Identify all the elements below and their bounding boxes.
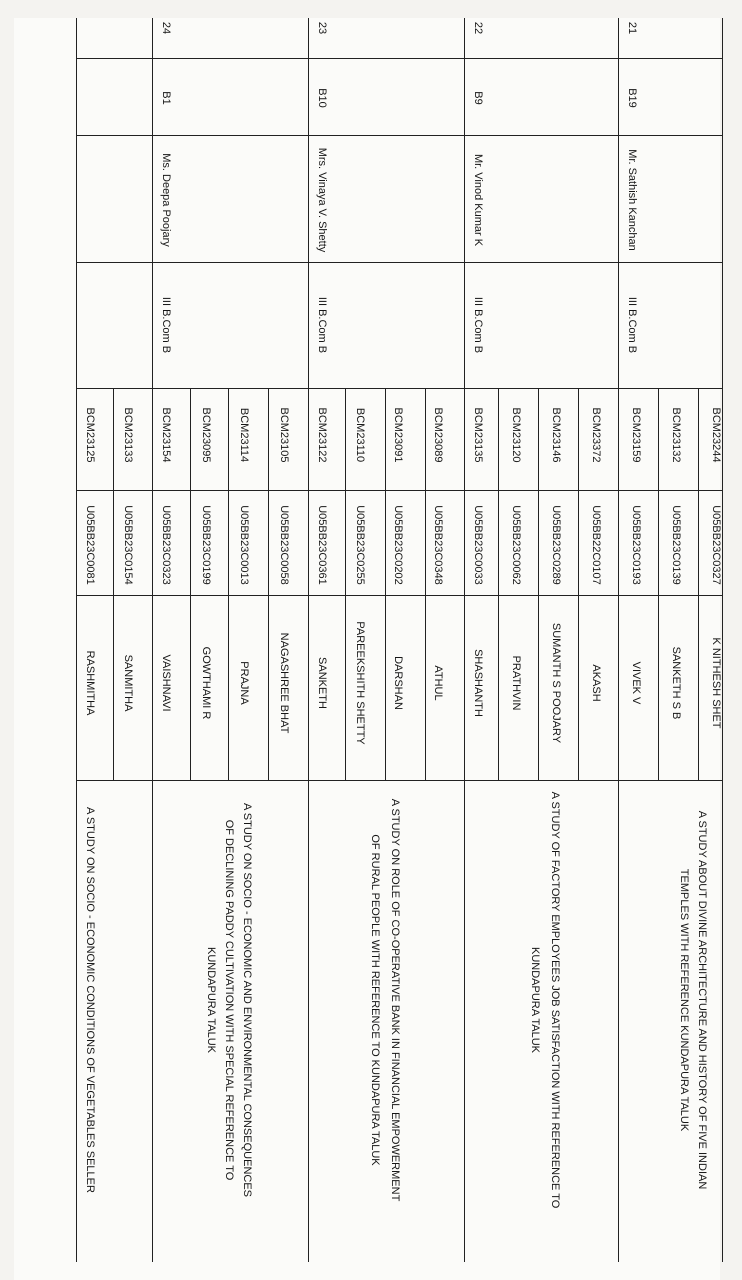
reg-no-cell: BCM23095 — [200, 407, 212, 463]
reg-no-cell: BCM23105 — [278, 407, 290, 463]
paper-sheet — [14, 18, 720, 1280]
student-name-cell: SHASHANTH — [472, 649, 484, 717]
student-subrow-line — [538, 388, 539, 780]
row-separator — [722, 18, 723, 1262]
student-subrow-line — [345, 388, 346, 780]
uucms-cell: U05BB23C0058 — [278, 505, 290, 585]
reg-no-cell: BCM23120 — [510, 407, 522, 463]
class-cell: III B.Com B — [316, 296, 328, 354]
uucms-cell: U05BB23C0199 — [200, 505, 212, 585]
guide-name-cell: Mrs. Vinaya V. Shetty — [316, 147, 328, 253]
student-name-cell: PRATHVIN — [510, 655, 522, 711]
batch-cell: B19 — [626, 88, 638, 108]
reg-no-cell: BCM23159 — [630, 407, 642, 463]
uucms-cell: U05BB23C0202 — [392, 505, 404, 585]
student-name-cell: VAISHNAVI — [160, 654, 172, 712]
student-name-cell: DARSHAN — [392, 656, 404, 710]
column-separator — [76, 262, 722, 263]
sl-no-cell: 21 — [626, 21, 638, 35]
reg-no-cell: BCM23125 — [84, 407, 96, 463]
column-separator — [76, 780, 722, 781]
column-separator — [76, 490, 722, 491]
student-name-cell: SANKETH — [316, 657, 328, 709]
reg-no-cell: BCM23135 — [472, 407, 484, 463]
column-separator — [76, 135, 722, 136]
batch-cell: B9 — [472, 91, 484, 105]
project-title-line: A STUDY ON ROLE OF CO-OPERATIVE BANK IN FINANCIAL EMPOWERMENT — [389, 798, 401, 1202]
project-title-line: KUNDAPURA TALUK — [529, 947, 541, 1053]
column-separator — [76, 595, 722, 596]
sl-no-cell: 24 — [160, 21, 172, 35]
student-subrow-line — [425, 388, 426, 780]
project-title-line: A STUDY ON SOCIO - ECONOMIC AND ENVIRONMENTAL CONSEQUENCES — [241, 802, 253, 1198]
student-name-cell: SANKETH S B — [670, 646, 682, 720]
uucms-cell: U05BB23C0139 — [670, 505, 682, 585]
uucms-cell: U05BB23C0033 — [472, 505, 484, 585]
uucms-cell: U05BB23C0013 — [238, 505, 250, 585]
student-name-cell: VIVEK V — [630, 661, 642, 705]
reg-no-cell: BCM23133 — [122, 407, 134, 463]
uucms-cell: U05BB23C0081 — [84, 505, 96, 585]
class-cell: III B.Com B — [160, 296, 172, 354]
column-separator — [76, 388, 722, 389]
project-title-line: A STUDY ON SOCIO - ECONOMIC CONDITIONS OF VEGETABLES SELLER — [84, 807, 96, 1193]
project-title-line: OF DECLINING PADDY CULTIVATION WITH SPECIAL REFERENCE TO — [223, 819, 235, 1181]
student-name-cell: SUMANTH S POOJARY — [550, 622, 562, 744]
row-separator — [618, 18, 619, 1262]
student-subrow-line — [498, 388, 499, 780]
student-subrow-line — [268, 388, 269, 780]
student-subrow-line — [228, 388, 229, 780]
project-title-line: A STUDY ABOUT DIVINE ARCHITECTURE AND HISTORY OF FIVE INDIAN — [696, 810, 708, 1190]
uucms-cell: U05BB22C0107 — [590, 505, 602, 585]
reg-no-cell: BCM23122 — [316, 407, 328, 463]
student-name-cell: GOWTHAMI R — [200, 646, 212, 720]
column-separator — [76, 58, 722, 59]
class-cell: III B.Com B — [472, 296, 484, 354]
reg-no-cell: BCM23091 — [392, 407, 404, 463]
guide-name-cell: Mr. Vinod Kumar K — [472, 153, 484, 247]
row-separator — [464, 18, 465, 1262]
student-name-cell: AKASH — [590, 664, 602, 702]
student-subrow-line — [113, 388, 114, 780]
student-name-cell: PAREEKSHITH SHETTY — [354, 621, 366, 745]
student-subrow-line — [578, 388, 579, 780]
row-separator — [152, 18, 153, 1262]
sl-no-cell: 23 — [316, 21, 328, 35]
project-title-line: A STUDY OF FACTORY EMPLOYEES JOB SATISFACTION WITH REFERENCE TO — [549, 791, 561, 1209]
student-name-cell: RASHMITHA — [84, 650, 96, 716]
uucms-cell: U05BB23C0361 — [316, 505, 328, 585]
uucms-cell: U05BB23C0193 — [630, 505, 642, 585]
student-name-cell: SANMITHA — [122, 654, 134, 712]
uucms-cell: U05BB23C0154 — [122, 505, 134, 585]
project-title-line: KUNDAPURA TALUK — [205, 947, 217, 1053]
uucms-cell: U05BB23C0255 — [354, 505, 366, 585]
uucms-cell: U05BB23C0327 — [710, 505, 722, 585]
reg-no-cell: BCM23154 — [160, 407, 172, 463]
batch-cell: B1 — [160, 91, 172, 105]
student-subrow-line — [190, 388, 191, 780]
reg-no-cell: BCM23244 — [710, 407, 722, 463]
row-separator — [76, 18, 77, 1262]
project-title-line: OF RURAL PEOPLE WITH REFERENCE TO KUNDAPURA TALUK — [369, 834, 381, 1166]
guide-name-cell: Mr. Sathish Kanchan — [626, 149, 638, 251]
student-subrow-line — [385, 388, 386, 780]
student-subrow-line — [698, 388, 699, 780]
reg-no-cell: BCM23089 — [432, 407, 444, 463]
project-title-line: TEMPLES WITH REFERENCE KUNDAPURA TALUK — [678, 868, 690, 1132]
row-separator — [308, 18, 309, 1262]
uucms-cell: U05BB23C0348 — [432, 505, 444, 585]
student-subrow-line — [658, 388, 659, 780]
reg-no-cell: BCM23132 — [670, 407, 682, 463]
guide-name-cell: Ms. Deepa Poojary — [160, 153, 172, 247]
reg-no-cell: BCM23110 — [354, 407, 366, 463]
student-name-cell: ATHUL — [432, 665, 444, 701]
sl-no-cell: 22 — [472, 21, 484, 35]
class-cell: III B.Com B — [626, 296, 638, 354]
student-name-cell: NAGASHREE BHAT — [278, 632, 290, 734]
reg-no-cell: BCM23146 — [550, 407, 562, 463]
reg-no-cell: BCM23114 — [238, 407, 250, 463]
uucms-cell: U05BB23C0323 — [160, 505, 172, 585]
batch-cell: B10 — [316, 88, 328, 108]
uucms-cell: U05BB23C0062 — [510, 505, 522, 585]
student-name-cell: PRAJNA — [238, 661, 250, 705]
student-name-cell: K NITHESH SHET — [710, 637, 722, 729]
uucms-cell: U05BB23C0289 — [550, 505, 562, 585]
reg-no-cell: BCM23372 — [590, 407, 602, 463]
